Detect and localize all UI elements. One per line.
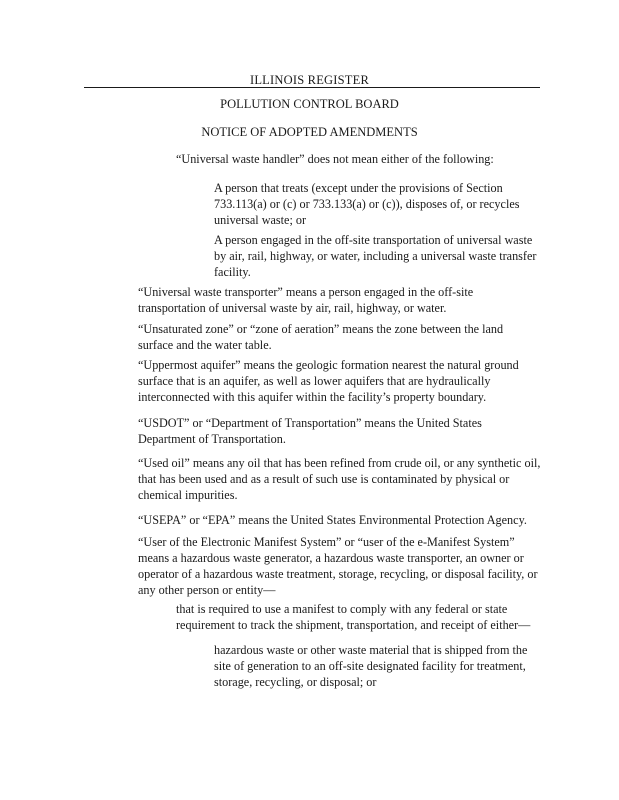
header-rule — [84, 87, 540, 88]
handler-exclusion-item-1: A person that treats (except under the provisions of Section 733.113(a) or (c) or 733.133(a) or (c)), disposes of, or recycles universal waste; or — [214, 181, 520, 227]
definition-universal-waste-transporter: “Universal waste transporter” means a person engaged in the off-site transportation of universal waste by air, rail, highway, or water. — [138, 285, 474, 315]
handler-exclusion-intro: “Universal waste handler” does not mean either of the following: — [176, 152, 494, 166]
emanifest-subitem-2: hazardous waste or other waste material that is shipped from the site of generation to an off-site designated facility for treatment, storage, recycling, or disposal; or — [214, 643, 528, 689]
register-title: ILLINOIS REGISTER — [249, 73, 369, 87]
definition-emanifest-user: “User of the Electronic Manifest System” or “user of the e-Manifest System” means a hazardous waste generator, a hazardous waste transporter, an owner or operator of a hazardous waste treatment, storage, recycling, or disposal facility, or any other person or entity— — [138, 535, 538, 597]
emanifest-subitem-1: that is required to use a manifest to comply with any federal or state requirement to track the shipment, transportation, and receipt of either— — [176, 602, 531, 632]
definition-usepa: “USEPA” or “EPA” means the United States Environmental Protection Agency. — [138, 513, 527, 527]
definition-unsaturated-zone: “Unsaturated zone” or “zone of aeration” means the zone between the land surface and the water table. — [138, 322, 504, 352]
definition-uppermost-aquifer: “Uppermost aquifer” means the geologic formation nearest the natural ground surface that is an aquifer, as well as lower aquifers that are hydraulically interconnected with this aquifer within the facility’s property boundary. — [138, 358, 519, 404]
definition-used-oil: “Used oil” means any oil that has been refined from crude oil, or any synthetic oil, that has been used and as a result of such use is contaminated by physical or chemical impurities. — [138, 456, 541, 502]
notice-heading: NOTICE OF ADOPTED AMENDMENTS — [201, 125, 418, 139]
definition-usdot: “USDOT” or “Department of Transportation” means the United States Department of Transportation. — [138, 416, 482, 446]
handler-exclusion-item-2: A person engaged in the off-site transportation of universal waste by air, rail, highway, or water, including a universal waste transfer facility. — [214, 233, 537, 279]
board-name: POLLUTION CONTROL BOARD — [220, 97, 399, 111]
